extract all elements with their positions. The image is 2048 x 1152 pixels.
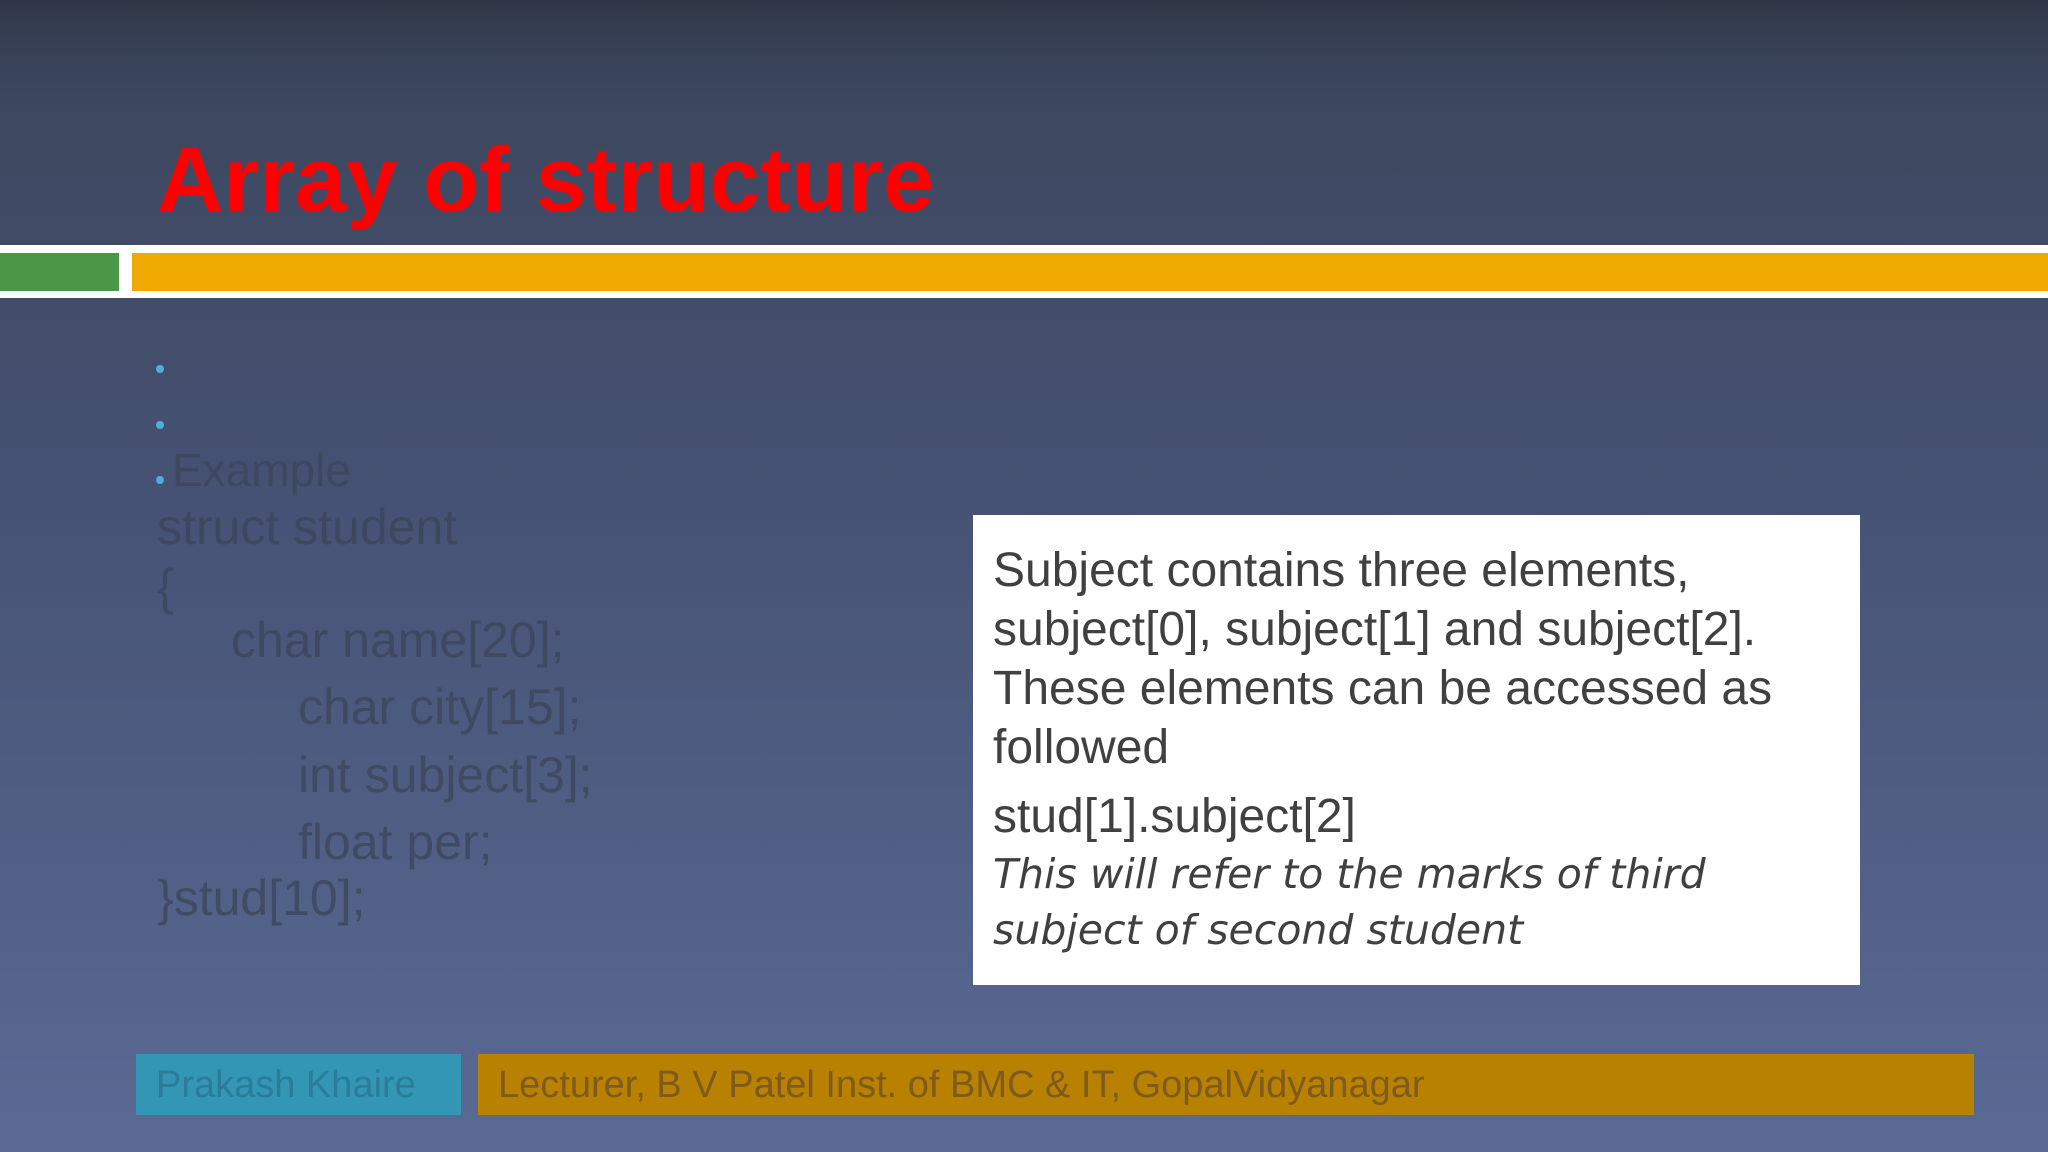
code-line: char city[15]; [298, 679, 582, 735]
footer-author-name: Prakash Khaire [136, 1054, 461, 1115]
footer-affiliation: Lecturer, B V Patel Inst. of BMC & IT, GopalVidyanagar [478, 1054, 1974, 1115]
slide-title: Array of structure [157, 129, 935, 231]
code-line: int subject[3]; [298, 747, 593, 803]
callout-box [973, 515, 1860, 985]
code-line: { [157, 559, 174, 615]
faded-bullet-example: Example [172, 444, 351, 496]
bullet-dot-icon [156, 476, 164, 484]
slide-top-band [0, 0, 2048, 60]
title-rule-orange-bar [132, 253, 2048, 291]
callout-expression: stud[1].subject[2] [993, 790, 1356, 843]
code-line: char name[20]; [231, 612, 565, 668]
code-line: float per; [298, 814, 493, 870]
code-line: }stud[10]; [157, 870, 366, 926]
bullet-dot-icon [156, 365, 164, 373]
title-rule-green-block [0, 253, 119, 291]
bullet-dot-icon [156, 421, 164, 429]
callout-main-text: Subject contains three elements, subject[0], subject[1] and subject[2]. These elements can be accessed as followed [993, 544, 1773, 774]
code-line: struct student [157, 499, 458, 555]
callout-note: This will refer to the marks of third subject of second student [993, 850, 1706, 954]
